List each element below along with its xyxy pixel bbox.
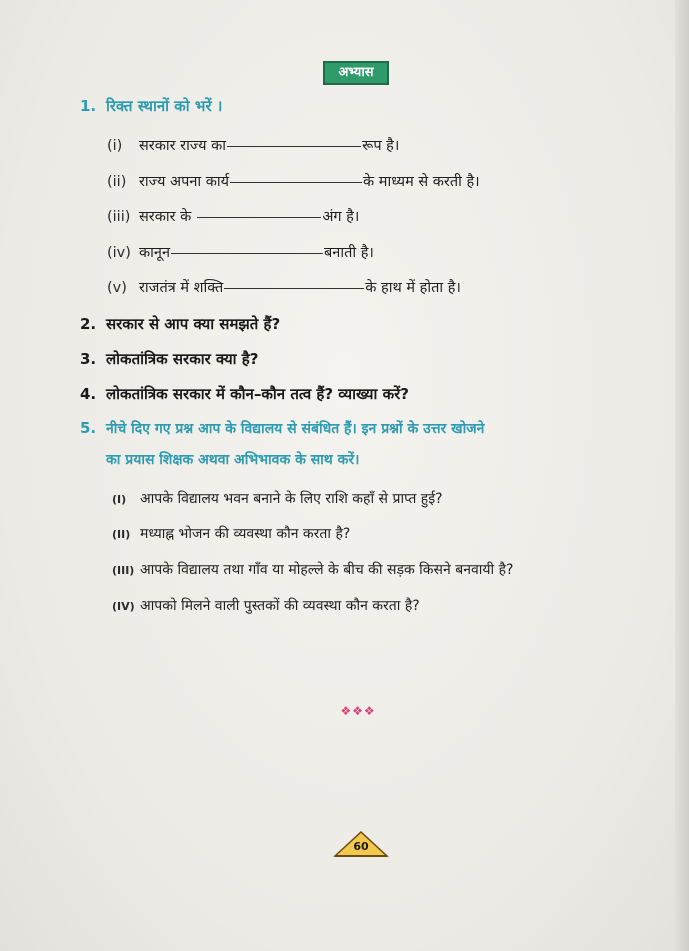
item-label: (III) (112, 564, 135, 577)
blank-line (224, 288, 364, 289)
question-number: 5. (80, 419, 97, 437)
item-label: (ii) (107, 174, 127, 190)
exercise-title: अभ्यास (323, 61, 389, 85)
fill-item-1 (107, 135, 399, 155)
item-text-after: रूप है। (362, 138, 400, 154)
item-text: आपको मिलने वाली पुस्तकों की व्यवस्था कौन करता है? (140, 598, 420, 614)
item-label: (I) (112, 493, 127, 506)
fill-item-3 (107, 206, 359, 226)
item-text-after: बनाती है। (324, 245, 374, 261)
question-text: रिक्त स्थानों को भरें । (106, 97, 223, 115)
item-text-after: अंग है। (322, 209, 360, 225)
question-text: लोकतांत्रिक सरकार क्या है? (106, 350, 259, 368)
question-number: 4. (80, 385, 97, 403)
fill-item-2 (107, 171, 480, 191)
item-text-before: सरकार के (139, 209, 192, 225)
question-number: 2. (80, 315, 97, 333)
sub-question-3 (112, 560, 513, 579)
question-text-line-1: नीचे दिए गए प्रश्न आप के विद्यालय से संबंधित हैं। इन प्रश्नों के उत्तर खोजने (106, 421, 485, 437)
page-edge (675, 0, 689, 951)
item-text-before: कानून (139, 245, 170, 261)
blank-line (197, 217, 321, 218)
question-4 (80, 384, 409, 404)
item-text: आपके विद्यालय भवन बनाने के लिए राशि कहाँ से प्राप्त हुई? (140, 491, 443, 507)
blank-line (230, 182, 362, 183)
question-text: सरकार से आप क्या समझते हैं? (106, 315, 281, 333)
sub-question-4 (112, 596, 420, 615)
blank-line (171, 253, 323, 254)
item-text-before: राज्य अपना कार्य (139, 174, 230, 190)
question-5-continued (106, 450, 359, 469)
item-label: (v) (107, 280, 127, 296)
fill-item-4 (107, 242, 374, 262)
sub-question-1 (112, 489, 443, 508)
ornament-stars: ❖❖❖ (340, 704, 376, 718)
item-label: (II) (112, 528, 131, 541)
item-label: (IV) (112, 600, 135, 613)
blank-line (227, 146, 361, 147)
question-number: 3. (80, 350, 97, 368)
question-1 (80, 96, 222, 116)
item-text: आपके विद्यालय तथा गाँव या मोहल्ले के बीच की सड़क किसने बनवायी है? (140, 562, 514, 578)
question-text: लोकतांत्रिक सरकार में कौन–कौन तत्व हैं? व्याख्या करें? (106, 385, 409, 403)
item-text-after: के माध्यम से करती है। (363, 174, 480, 190)
page-number: 60 (353, 840, 369, 853)
item-label: (i) (107, 138, 123, 154)
question-3 (80, 349, 258, 369)
question-5 (80, 419, 484, 438)
item-text-after: के हाथ में होता है। (365, 280, 461, 296)
item-label: (iii) (107, 209, 131, 225)
item-text: मध्याह्न भोजन की व्यवस्था कौन करता है? (140, 526, 351, 542)
item-label: (iv) (107, 245, 131, 261)
item-text-before: राजतंत्र में शक्ति (139, 280, 224, 296)
sub-question-2 (112, 524, 350, 543)
fill-item-5 (107, 277, 461, 297)
page-number-badge (333, 830, 389, 858)
question-text-line-2: का प्रयास शिक्षक अथवा अभिभावक के साथ करें। (106, 452, 360, 468)
question-number: 1. (80, 97, 97, 115)
item-text-before: सरकार राज्य का (139, 138, 227, 154)
question-2 (80, 314, 280, 334)
